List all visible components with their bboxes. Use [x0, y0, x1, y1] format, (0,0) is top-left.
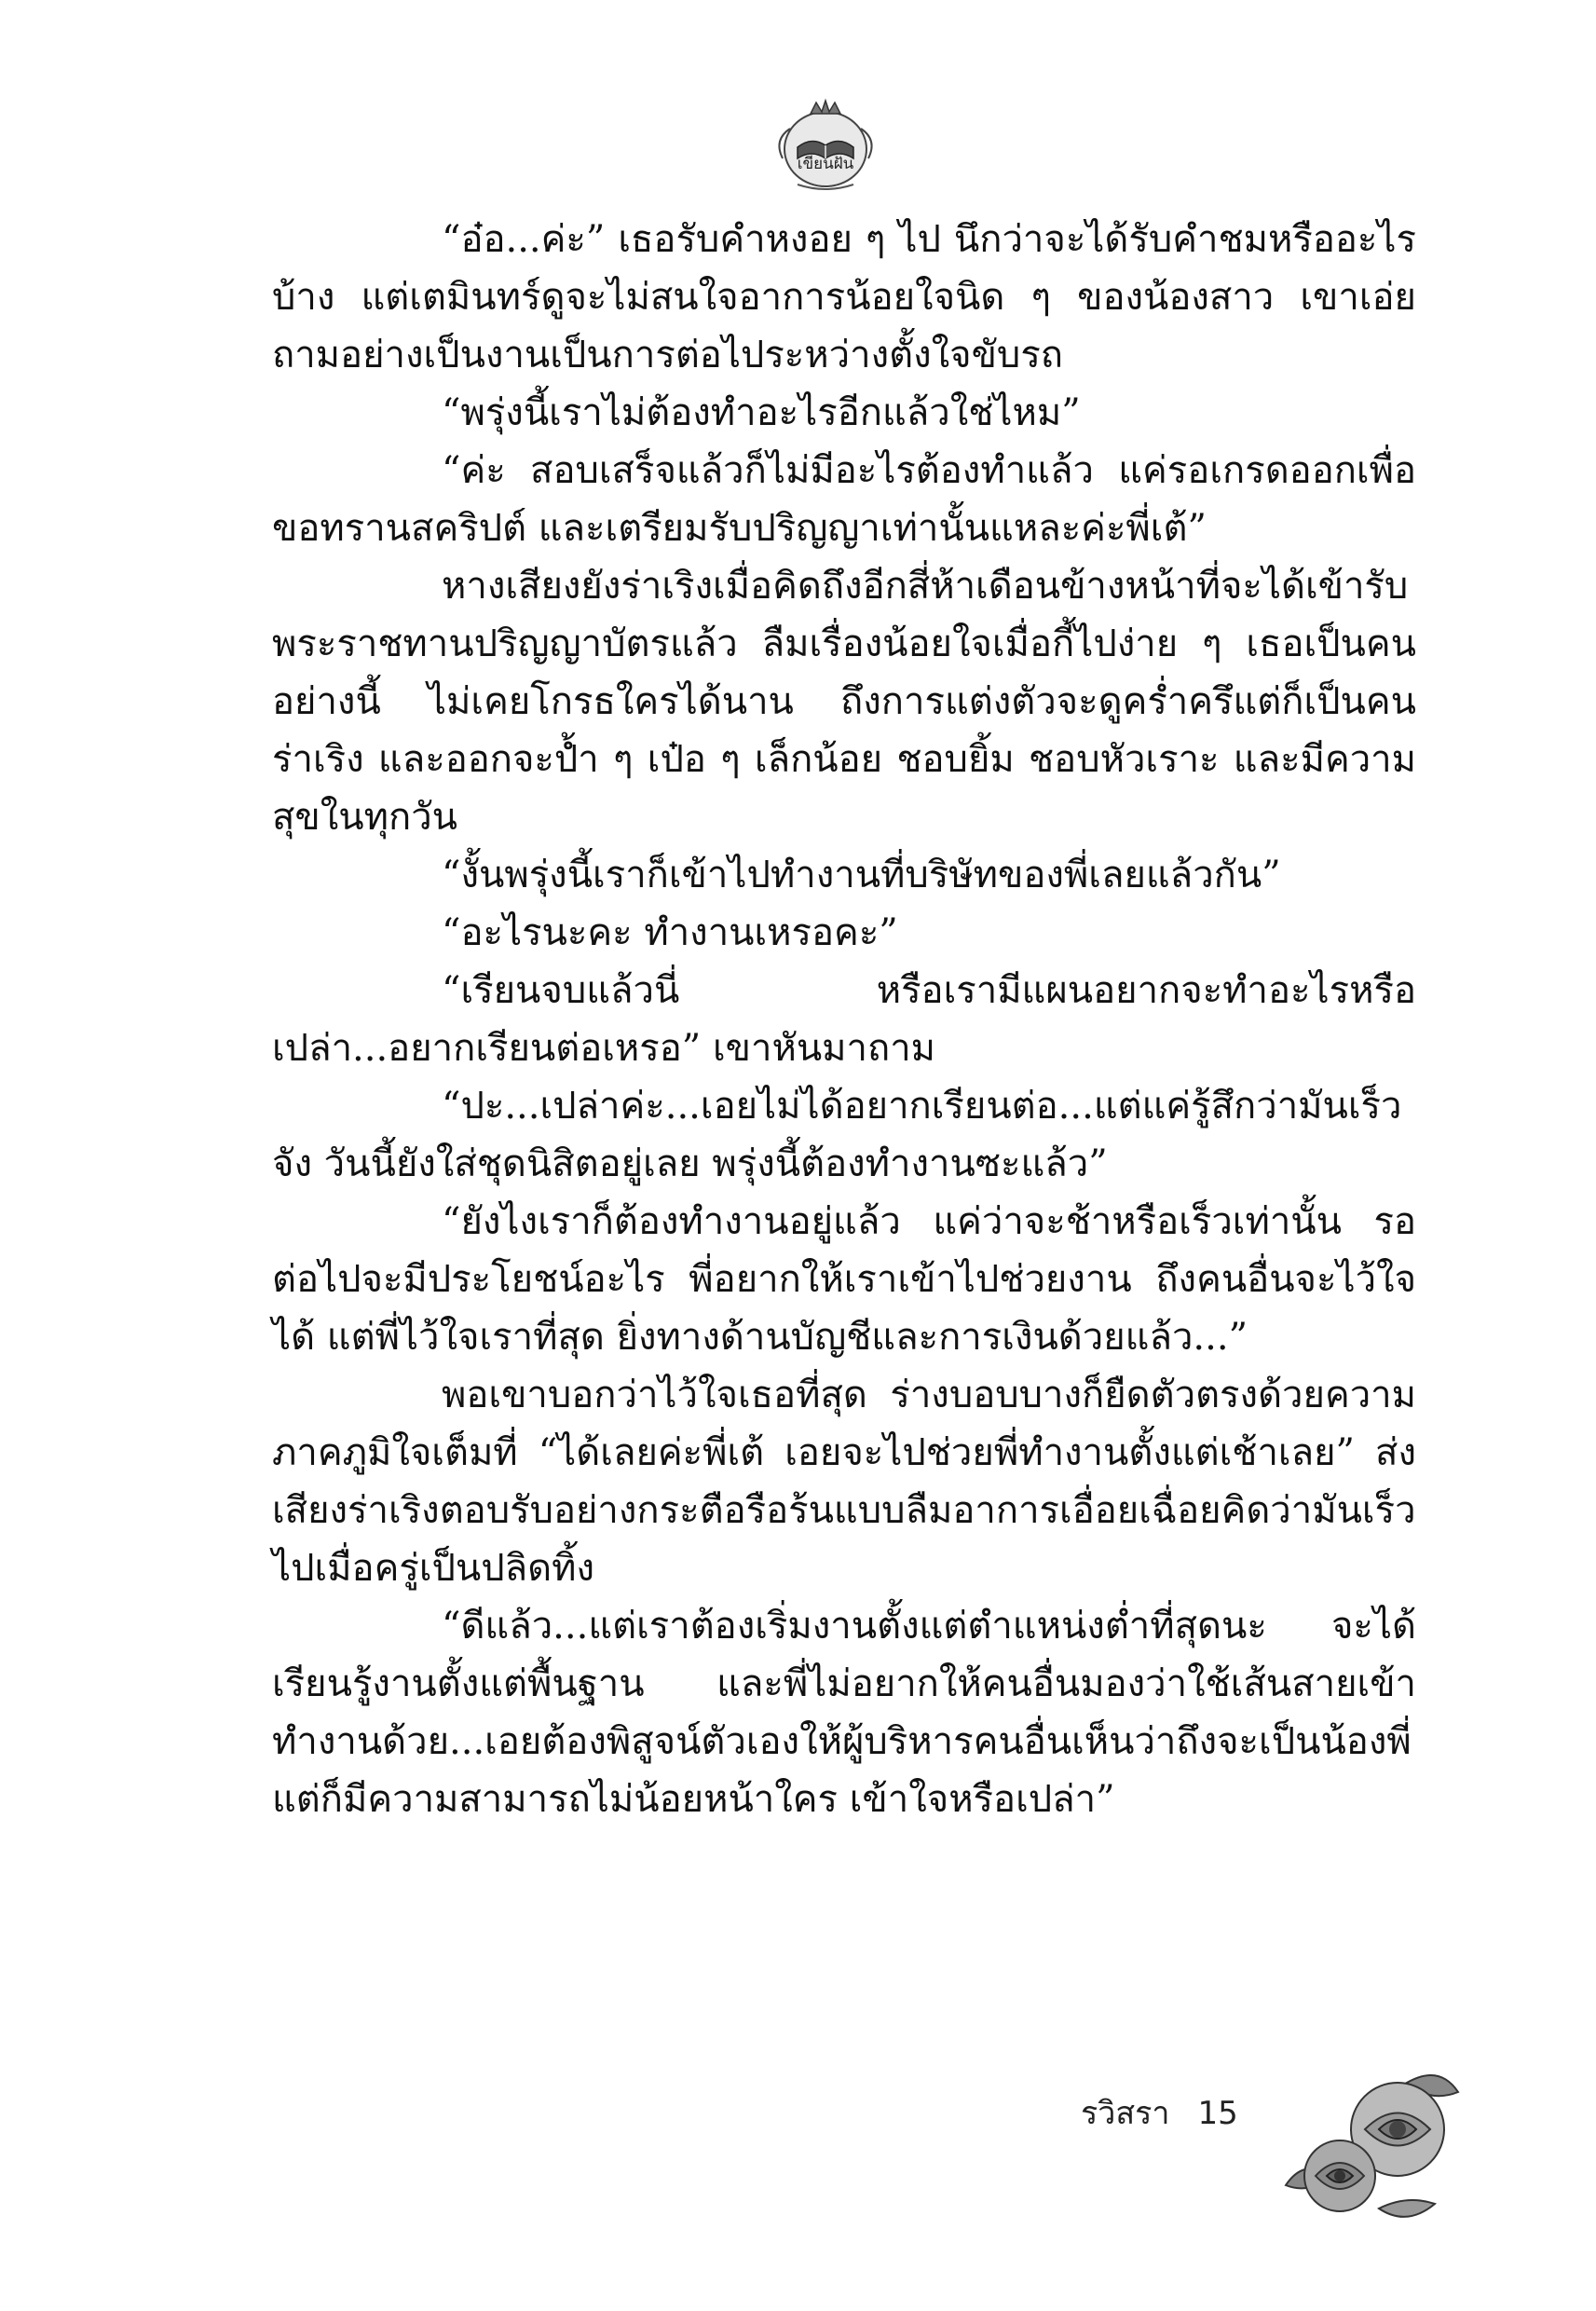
roses-ornament-icon — [1267, 2045, 1472, 2232]
paragraph: หางเสียงยังร่าเริงเมื่อคิดถึงอีกสี่ห้าเดือนข้างหน้าที่จะได้เข้ารับพระราชทานปริญญาบัตรแล้ว ลืมเรื่องน้อยใจเมื่อกี้ไปง่าย ๆ เธอเป็นคนอย่างนี้ ไม่เคยโกรธใครได้นาน ถึงการแต่งตัวจะดูคร่ำครึแต่ก็เป็นคนร่าเริง และออกจะป้ำ ๆ เป๋อ ๆ เล็กน้อย ชอบยิ้ม ชอบหัวเราะ และมีความสุขในทุกวัน — [272, 565, 1416, 839]
paragraph: “ค่ะ สอบเสร็จแล้วก็ไม่มีอะไรต้องทำแล้ว แค่รอเกรดออกเพื่อขอทรานสคริปต์ และเตรียมรับปริญญาเท่านั้นแหละค่ะพี่เต้” — [272, 449, 1416, 550]
roses-ornament — [1267, 2045, 1472, 2232]
paragraph: “เรียนจบแล้วนี่ หรือเรามีแผนอยากจะทำอะไรหรือเปล่า...อยากเรียนต่อเหรอ” เขาหันมาถาม — [272, 969, 1416, 1070]
page-footer — [1081, 2087, 1238, 2138]
paragraph: พอเขาบอกว่าไว้ใจเธอที่สุด ร่างบอบบางก็ยืดตัวตรงด้วยความภาคภูมิใจเต็มที่ “ได้เลยค่ะพี่เต้ เอยจะไปช่วยพี่ทำงานตั้งแต่เช้าเลย” ส่งเสียงร่าเริงตอบรับอย่างกระตือรือร้นแบบลืมอาการเอื่อยเฉื่อยคิดว่ามันเร็วไปเมื่อครู่เป็นปลิดทิ้ง — [272, 1374, 1416, 1590]
page-number: 15 — [1197, 2095, 1238, 2132]
ornamental-book-crest-icon — [770, 93, 881, 196]
publisher-logo-text: เขียนฝัน — [797, 155, 854, 173]
story-text — [272, 211, 1416, 1828]
paragraph: “งั้นพรุ่งนี้เราก็เข้าไปทำงานที่บริษัทของพี่เลยแล้วกัน” — [442, 854, 1281, 896]
paragraph: “พรุ่งนี้เราไม่ต้องทำอะไรอีกแล้วใช่ไหม” — [442, 391, 1081, 434]
book-title: รวิสรา — [1081, 2095, 1170, 2132]
publisher-logo — [770, 93, 881, 196]
paragraph: “อ๋อ...ค่ะ” เธอรับคำหงอย ๆ ไป นึกว่าจะได้รับคำชมหรืออะไรบ้าง แต่เตมินทร์ดูจะไม่สนใจอาการน้อยใจนิด ๆ ของน้องสาว เขาเอ่ยถามอย่างเป็นงานเป็นการต่อไประหว่างตั้งใจขับรถ — [272, 218, 1416, 376]
paragraph: “ปะ...เปล่าค่ะ...เอยไม่ได้อยากเรียนต่อ...แต่แค่รู้สึกว่ามันเร็วจัง วันนี้ยังใส่ชุดนิสิตอยู่เลย พรุ่งนี้ต้องทำงานซะแล้ว” — [272, 1085, 1402, 1185]
paragraph: “อะไรนะคะ ทำงานเหรอคะ” — [442, 911, 898, 954]
paragraph: “ดีแล้ว...แต่เราต้องเริ่มงานตั้งแต่ตำแหน่งต่ำที่สุดนะ จะได้เรียนรู้งานตั้งแต่พื้นฐาน และพี่ไม่อยากให้คนอื่นมองว่าใช้เส้นสายเข้าทำงานด้วย...เอยต้องพิสูจน์ตัวเองให้ผู้บริหารคนอื่นเห็นว่าถึงจะเป็นน้องพี่แต่ก็มีความสามารถไม่น้อยหน้าใคร เข้าใจหรือเปล่า” — [272, 1605, 1416, 1821]
paragraph: “ยังไงเราก็ต้องทำงานอยู่แล้ว แค่ว่าจะช้าหรือเร็วเท่านั้น รอต่อไปจะมีประโยชน์อะไร พี่อยากให้เราเข้าไปช่วยงาน ถึงคนอื่นจะไว้ใจได้ แต่พี่ไว้ใจเราที่สุด ยิ่งทางด้านบัญชีและการเงินด้วยแล้ว...” — [272, 1200, 1416, 1359]
